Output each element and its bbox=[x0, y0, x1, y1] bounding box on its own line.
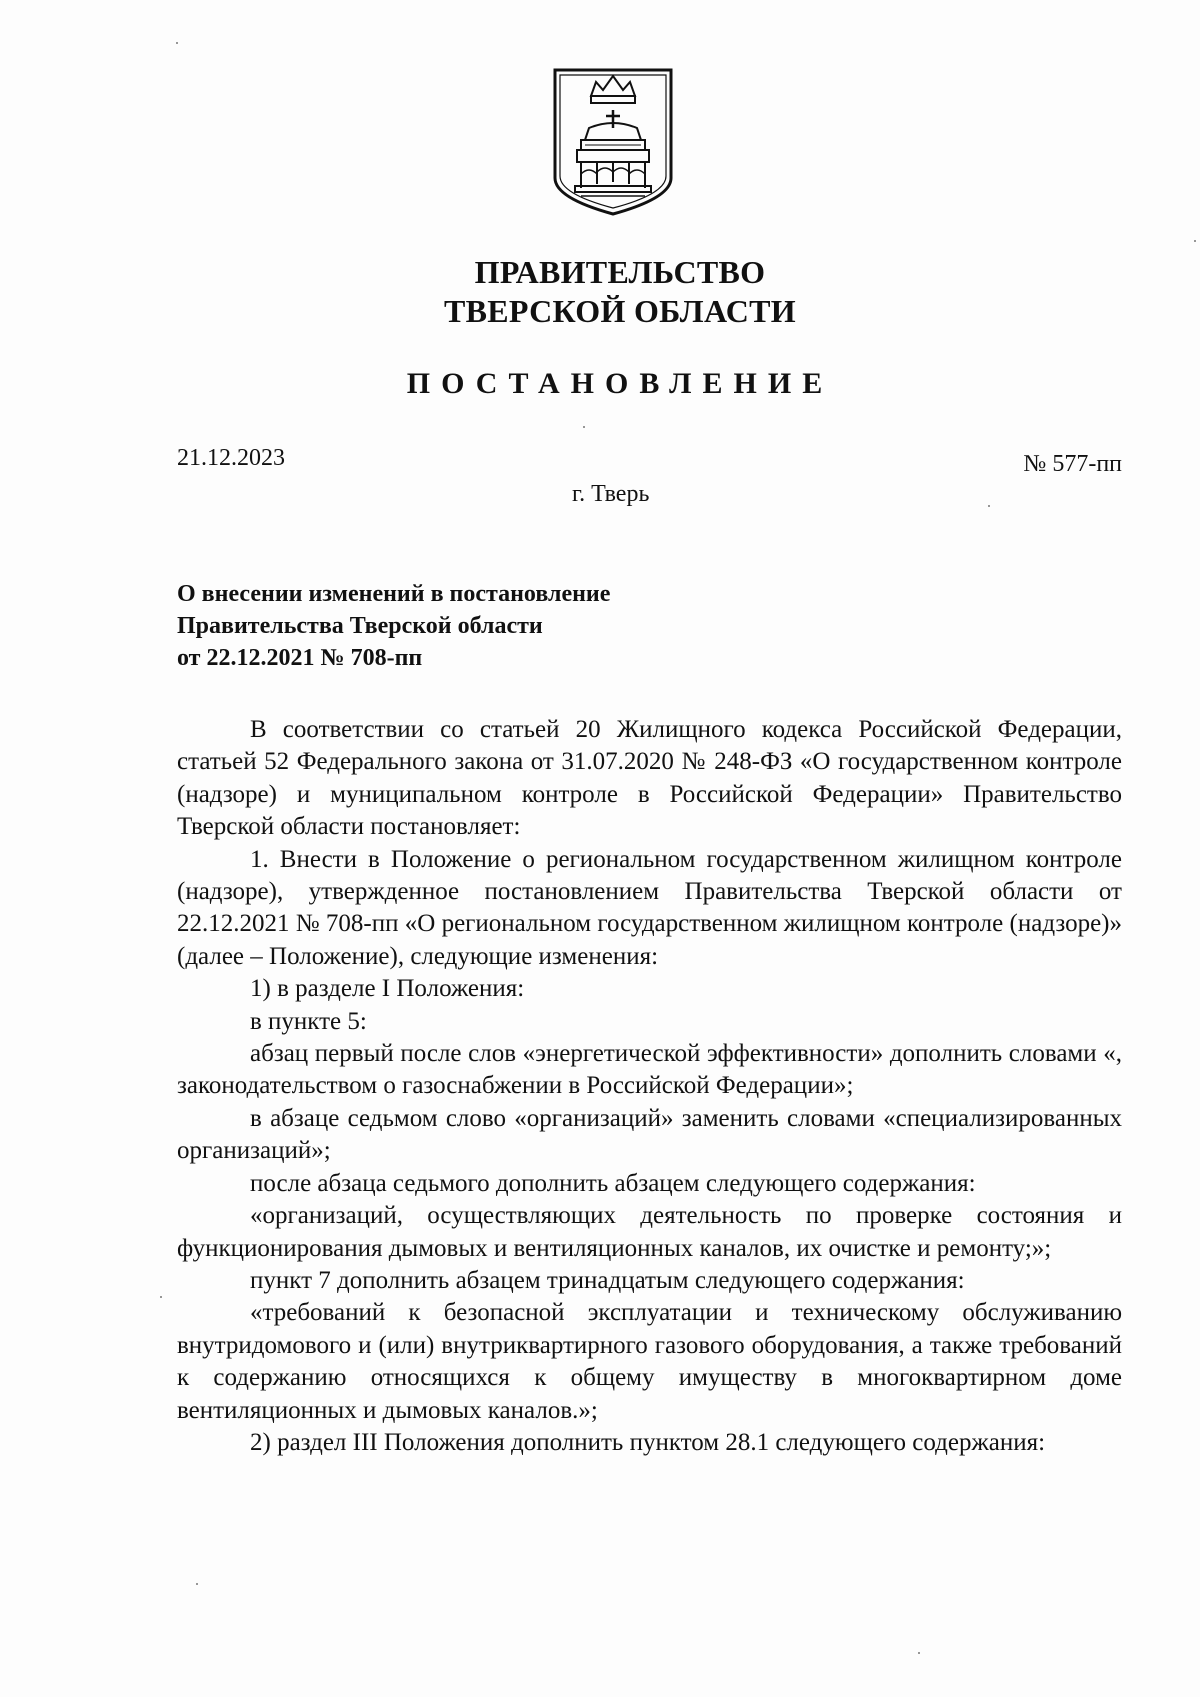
body-paragraph: 1. Внести в Положение о региональном государственном жилищном контроле (надзоре), утвержденное постановлением Правительства Тверской области от 22.12.2021 № 708-пп «О региональном государственном жилищном контроле (надзоре)» (далее – Положение), следующие изменения: bbox=[177, 845, 1122, 970]
body-paragraph: в пункте 5: bbox=[250, 1007, 367, 1035]
scan-speck bbox=[160, 1296, 162, 1298]
body-paragraph: пункт 7 дополнить абзацем тринадцатым следующего содержания: bbox=[250, 1266, 965, 1294]
scan-speck bbox=[988, 505, 990, 507]
scan-speck bbox=[918, 1652, 920, 1654]
scan-speck bbox=[196, 1583, 198, 1585]
body-paragraph: 1) в разделе I Положения: bbox=[250, 975, 525, 1003]
body-paragraph: абзац первый после слов «энергетической эффективности» дополнить словами «, законодательством о газоснабжении в Российской Федерации»; bbox=[177, 1040, 1122, 1100]
body-paragraph: В соответствии со статьей 20 Жилищного кодекса Российской Федерации, статьей 52 Федерального закона от 31.07.2020 № 248-ФЗ «О государственном контроле (надзоре) и муниципальном контроле в Российской Федерации» Правительство Тверской области постановляет: bbox=[177, 716, 1122, 841]
document-type: ПОСТАНОВЛЕНИЕ bbox=[406, 367, 834, 400]
subject-line: Правительства Тверской области bbox=[177, 613, 543, 639]
organization-name-line2: ТВЕРСКОЙ ОБЛАСТИ bbox=[443, 293, 797, 329]
body-paragraph: в абзаце седьмом слово «организаций» заменить словами «специализированных организаций»; bbox=[177, 1104, 1122, 1165]
body-paragraph: «требований к безопасной эксплуатации и техническому обслуживанию внутридомового и (или) внутриквартирного газового оборудования, а также требований к содержанию относящихся к общему имуществу в многоквартирном доме вентиляционных и дымовых каналов.»; bbox=[177, 1299, 1122, 1424]
document-subject bbox=[177, 578, 610, 674]
document-city: г. Тверь bbox=[572, 481, 650, 507]
subject-line: от 22.12.2021 № 708-пп bbox=[177, 645, 423, 671]
document-date: 21.12.2023 bbox=[177, 445, 285, 471]
body-paragraph: после абзаца седьмого дополнить абзацем следующего содержания: bbox=[250, 1169, 976, 1197]
document-body bbox=[177, 714, 1122, 1459]
body-paragraph: 2) раздел III Положения дополнить пунктом 28.1 следующего содержания: bbox=[250, 1428, 1046, 1456]
scan-speck bbox=[583, 426, 585, 428]
scan-speck bbox=[1194, 240, 1196, 242]
document-number: № 577-пп bbox=[1023, 451, 1122, 477]
organization-name-line1: ПРАВИТЕЛЬСТВО bbox=[474, 254, 766, 290]
subject-line: О внесении изменений в постановление bbox=[177, 581, 611, 607]
body-paragraph: «организаций, осуществляющих деятельность по проверке состояния и функционирования дымовых и вентиляционных каналов, их очистке и ремонту;»; bbox=[177, 1202, 1122, 1262]
scan-speck bbox=[176, 42, 178, 44]
tver-coat-of-arms-icon bbox=[551, 66, 675, 218]
